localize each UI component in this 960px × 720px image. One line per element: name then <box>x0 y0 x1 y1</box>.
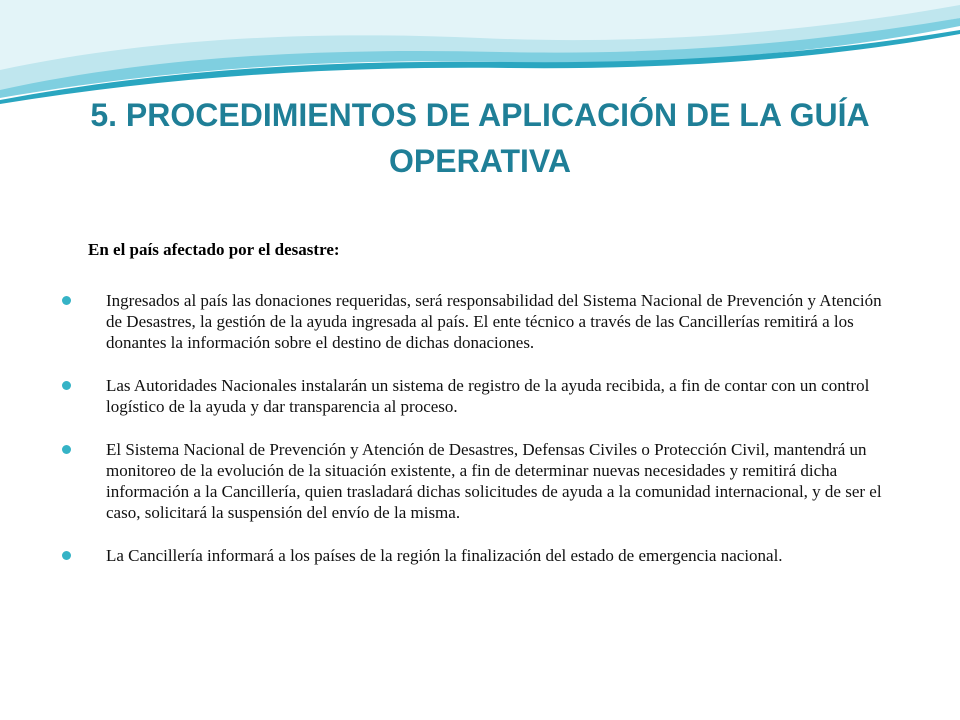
bullet-dot-icon <box>62 445 71 454</box>
bullet-item <box>62 545 892 566</box>
slide-title: 5. PROCEDIMIENTOS DE APLICACIÓN DE LA GUÍA OPERATIVA <box>90 97 870 179</box>
bullet-text: Las Autoridades Nacionales instalarán un sistema de registro de la ayuda recibida, a fin de contar con un control logístico de la ayuda y dar transparencia al proceso. <box>106 376 870 416</box>
section-subtitle: En el país afectado por el desastre: <box>88 240 340 259</box>
bullet-dot-icon <box>62 551 71 560</box>
bullet-dot-icon <box>62 381 71 390</box>
bullet-list <box>62 290 892 566</box>
bullet-item <box>62 290 892 353</box>
bullet-item <box>62 439 892 523</box>
bullet-dot-icon <box>62 296 71 305</box>
bullet-item <box>62 375 892 417</box>
bullet-text: La Cancillería informará a los países de la región la finalización del estado de emergencia nacional. <box>106 546 783 565</box>
bullet-text: Ingresados al país las donaciones requeridas, será responsabilidad del Sistema Nacional de Prevención y Atención de Desastres, la gestión de la ayuda ingresada al país. El ente técnico a través de las Cancillerías remitirá a los donantes la información sobre el destino de dichas donaciones. <box>106 291 882 352</box>
bullet-text: El Sistema Nacional de Prevención y Atención de Desastres, Defensas Civiles o Protección Civil, mantendrá un monitoreo de la evolución de la situación existente, a fin de determinar nuevas necesidades y remitirá dicha información a la Cancillería, quien trasladará dichas solicitudes de ayuda a la comunidad internacional, y de ser el caso, solicitará la suspensión del envío de la misma. <box>106 440 882 522</box>
